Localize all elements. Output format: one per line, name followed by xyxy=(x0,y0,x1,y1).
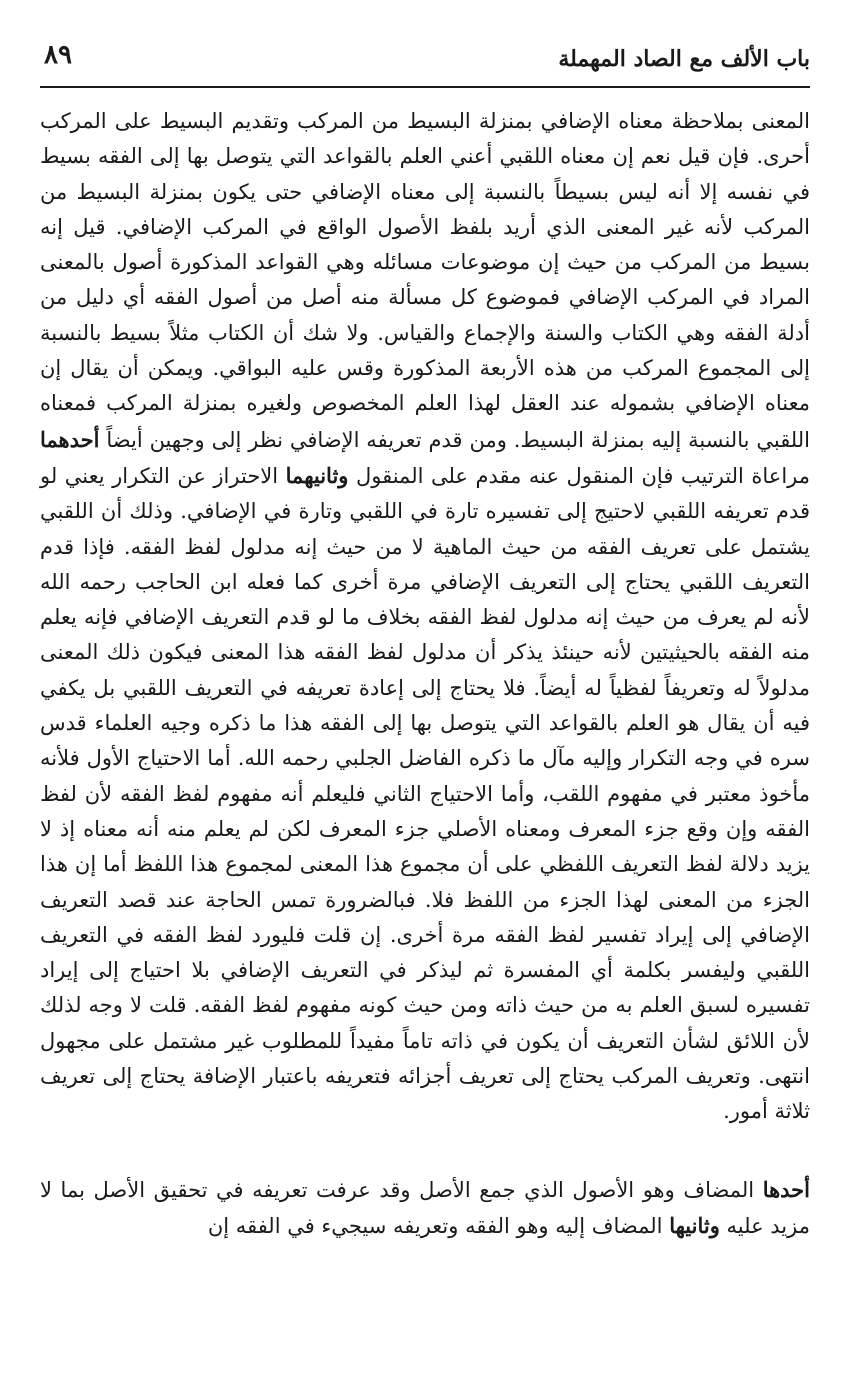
header-rule xyxy=(40,86,810,88)
paragraph-2 xyxy=(40,1172,810,1245)
body-text xyxy=(40,104,810,1244)
paragraph-1 xyxy=(40,104,810,1130)
keyword-second-item: وثانيها xyxy=(669,1212,720,1238)
paragraph-2-text-a: المضاف وهو الأصول الذي جمع الأصل وقد عرفت تعريفه في تحقيق الأصل بما لا مزيد عليه xyxy=(40,1177,810,1238)
paragraph-1-text-a: المعنى بملاحظة معناه الإضافي بمنزلة البسيط من المركب وتقديم البسيط على المركب أحرى. فإن قيل نعم إن معناه اللقبي أعني العلم بالقواعد التي يتوصل بها إلى الفقه بسيط في نفسه إلا أنه ليس بسيطاً بالنسبة إلى معناه الإضافي حتى يكون بمنزلة البسيط من المركب لأنه غير المعنى الذي أريد بلفظ الأصول الواقع في المركب الإضافي. قيل إنه بسيط من المركب من حيث إن موضوعات مسائله وهي القواعد المذكورة أصول بالمعنى المراد في المركب الإضافي فموضوع كل مسألة منه أصل من أصول الفقه أي دليل من أدلة الفقه وهي الكتاب والسنة والإجماع والقياس. ولا شك أن الكتاب مثلاً بسيط بالنسبة إلى المجموع المركب من هذه الأربعة المذكورة وقس عليه البواقي. ويمكن أن يقال إن معناه الإضافي بشموله عند العقل لهذا العلم المخصوص ولغيره بمنزلة المركب فمعناه اللقبي بالنسبة إليه بمنزلة البسيط. ومن قدم تعريفه الإضافي نظر إلى وجهين أيضاً xyxy=(40,109,810,452)
page-number: ٨٩ xyxy=(44,40,72,70)
paragraph-1-text-c: الاحتراز عن التكرار يعني لو قدم تعريفه اللقبي لاحتيج إلى تفسيره تارة في اللقبي وتارة في الإضافي. وذلك أن اللقبي يشتمل على تعريف الفقه من حيث الماهية لا من حيث إنه مدلول لفظ الفقه. فإذا قدم التعريف اللقبي يحتاج إلى التعريف الإضافي مرة أخرى كما فعله ابن الحاجب رحمه الله لأنه لم يعرف من حيث إنه مدلول لفظ الفقه بخلاف ما لو قدم التعريف الإضافي فإنه يعلم منه الفقه بالحيثيتين لأنه حينئذ يذكر أن مدلول لفظ الفقه هذا المعنى فيكون ذلك المعنى مدلولاً له وتعريفاً لفظياً له أيضاً. فلا يحتاج إلى إعادة تعريفه في التعريف اللقبي بل يكفي فيه أن يقال هو العلم بالقواعد التي يتوصل بها إلى الفقه هذا ما ذكره وجيه العلماء قدس سره في وجه التكرار وإليه مآل ما ذكره الفاضل الجلبي رحمه الله. أما الاحتياج الأول فلأنه مأخوذ معتبر في مفهوم اللقب، وأما الاحتياج الثاني فليعلم أنه مفهوم لفظ الفقه لأن لفظ الفقه وإن وقع جزء المعرف ومعناه الأصلي جزء المعرف لكن لم يعلم منه أنه معناه إذ لا يزيد دلالة لفظ التعريف اللفظي على أن مجموع هذا المعنى لمجموع هذا اللفظ أما إن هذا الجزء من المعنى لهذا الجزء من اللفظ فلا. فبالضرورة تمس الحاجة عند قصد التعريف الإضافي إلى إيراد تفسير لفظ الفقه مرة أخرى. إن قلت فليورد لفظ الفقه في التعريف اللقبي وليفسر بكلمة أي المفسرة ثم ليذكر في التعريف الإضافي بلا احتياج إلى إيراد تفسيره لسبق العلم به من حيث ذاته ومن حيث كونه مفهوم لفظ الفقه. قلت لا وجه لذلك لأن اللائق لشأن التعريف أن يكون في ذاته تاماً مفيداً للمطلوب غير مشتمل على مجهول انتهى. وتعريف المركب يحتاج إلى تعريف أجزائه فتعريفه باعتبار الإضافة يحتاج إلى تعريف ثلاثة أمور. xyxy=(40,463,810,1124)
keyword-second: وثانيهما xyxy=(285,462,349,488)
paragraph-1-text-b: مراعاة الترتيب فإن المنقول عنه مقدم على المنقول xyxy=(355,463,810,488)
paragraph-2-text-b: المضاف إليه وهو الفقه وتعريفه سيجيء في الفقه إن xyxy=(207,1213,663,1238)
running-header xyxy=(44,40,810,86)
keyword-first-item: أحدها xyxy=(762,1176,810,1202)
chapter-title: باب الألف مع الصاد المهملة xyxy=(558,46,810,72)
keyword-first: أحدهما xyxy=(40,426,100,452)
